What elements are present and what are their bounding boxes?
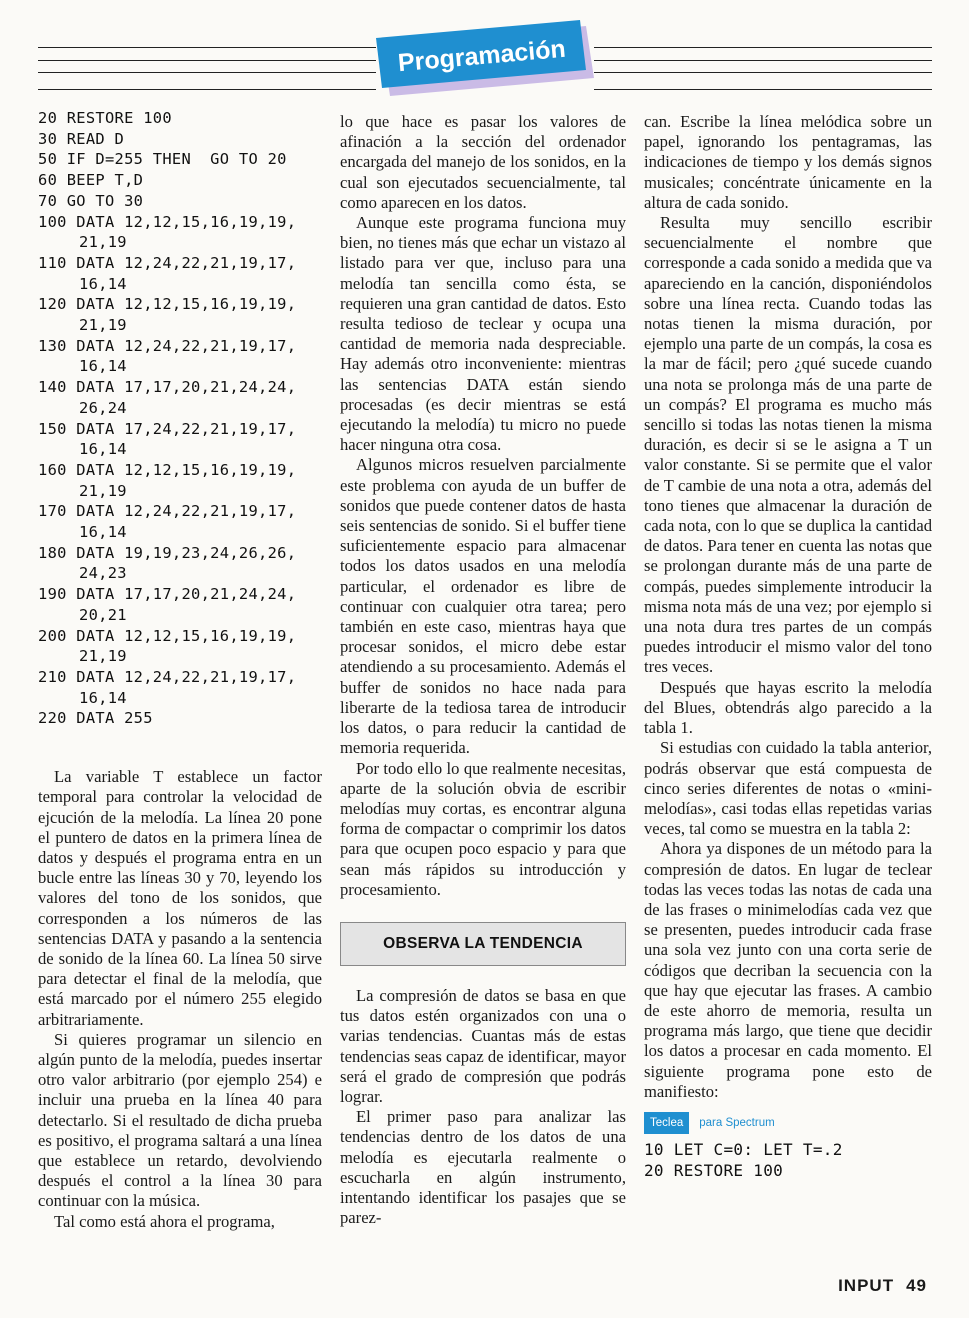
code-line: 210 DATA 12,24,22,21,19,17, [38, 667, 297, 686]
code-line: 50 IF D=255 THEN GO TO 20 [38, 150, 287, 169]
paragraph: Aunque este programa funciona muy bien, no tienes más que echar un vistazo al listado para ver que, incluso para una melodía tan sencilla como ésta, se requieren una gran cantidad de datos. Esto resulta tedioso de teclear y ocupa una cantidad de memoria nada despreciable. Hay además otro inconveniente: mientras las sentencias DATA están siendo procesadas (es decir mientras se está ejecutando la melodía) tu micro no puede hacer ninguna otra cosa. [340, 213, 626, 455]
paragraph: Ahora ya dispones de un método para la compresión de datos. En lugar de teclear todas las veces todas las notas de cada una de las frases o minimelodías cada vez que se presenten, puedes introducir cada frase una sola vez junto con una corta serie de códigos que decriban la secuencia con la que hay que ejecutar las frases. A cambio de este ahorro de memoria, resulta un programa más largo, que tiene que decidir los datos a procesar en cada momento. El siguiente programa pone esto de manifiesto: [644, 839, 932, 1101]
code-line: 30 READ D [38, 129, 125, 148]
code-line: 130 DATA 12,24,22,21,19,17, [38, 336, 297, 355]
code-line-continuation: 21,19 [79, 316, 127, 335]
paragraph: La variable T establece un factor temporal para controlar la velocidad de ejcución de la melodía. La línea 20 pone el puntero de datos en la primera línea de datos y después el programa entra en un bucle entre las líneas 30 y 70, leyendo los valores del tono de los sonidos, que corresponden a los números de las sentencias DATA y pasando a la sentencia de sonido de la línea 60. La línea 50 sirve para detectar el final de la melodía, que está marcado por el número 255 elegido arbitrariamente. [38, 767, 322, 1029]
code-line: 120 DATA 12,12,15,16,19,19, [38, 295, 297, 314]
section-header-tag [372, 18, 594, 96]
code-line: 20 RESTORE 100 [38, 109, 172, 127]
code-line-continuation: 21,19 [79, 481, 127, 500]
platform-label: para Spectrum [699, 1116, 775, 1129]
column-3-text [644, 112, 932, 1102]
paragraph: Después que hayas escrito la melodía del Blues, obtendrás algo parecido a la tabla 1. [644, 677, 932, 738]
column-2-text [340, 112, 626, 900]
code-line-continuation: 20,21 [79, 605, 127, 624]
code-line: 140 DATA 17,17,20,21,24,24, [38, 378, 297, 397]
header-rule-right-3 [594, 72, 932, 73]
code-line: 160 DATA 12,12,15,16,19,19, [38, 460, 297, 479]
code-line: 20 RESTORE 100 [644, 1160, 784, 1180]
code-line-continuation: 21,19 [79, 647, 127, 666]
paragraph: Por todo ello lo que realmente necesitas, aparte de la solución obvia de escribir melodías muy cortas, es encontrar alguna forma de compactar o comprimir los datos para que ocupen poco espacio y para que sean más rápidos su introducción y procesamiento. [340, 758, 626, 899]
code-line-continuation: 21,19 [79, 233, 127, 252]
column-1 [38, 108, 322, 1232]
paragraph: can. Escribe la línea melódica sobre un papel, ignorando los pentagramas, las indicaciones de tiempo y los demás signos musicales; concéntrate únicamente en la altura de cada sonido. [644, 112, 932, 212]
code-line: 10 LET C=0: LET T=.2 [644, 1139, 843, 1159]
code-line: 60 BEEP T,D [38, 171, 144, 190]
paragraph: Tal como está ahora el programa, [54, 1211, 275, 1231]
header-rule-right-4 [594, 89, 932, 90]
code-line-continuation: 16,14 [79, 357, 127, 376]
paragraph: Si quieres programar un silencio en algún punto de la melodía, puedes insertar otro valor arbitrario (por ejemplo 254) e incluir una prueba en la línea 40 para detectarlo. Si el resultado de dicha prueba es positivo, el programa saltará a una línea que establece un retardo, devolviendo después el control a la línea 30 para continuar con la música. [38, 1029, 322, 1211]
code-line: 100 DATA 12,12,15,16,19,19, [38, 212, 297, 231]
header-rule-right-1 [594, 47, 932, 48]
code-line-continuation: 16,14 [79, 688, 127, 707]
header-rule-left-2 [38, 60, 376, 61]
code-line: 150 DATA 17,24,22,21,19,17, [38, 419, 297, 438]
code-line: 110 DATA 12,24,22,21,19,17, [38, 253, 297, 272]
code-line-continuation: 24,23 [79, 564, 127, 583]
code-line: 190 DATA 17,17,20,21,24,24, [38, 585, 297, 604]
code-line: 70 GO TO 30 [38, 191, 144, 210]
code-line-continuation: 16,14 [79, 440, 127, 459]
paragraph: Si estudias con cuidado la tabla anterior, podrás observar que está compuesta de cinco series diferentes de notas o «mini-melodías», casi todas ellas repetidas varias veces, tal como se muestra en la tabla 2: [644, 738, 932, 839]
paragraph: Resulta muy sencillo escribir secuencialmente el nombre que corresponde a cada sonido a medida que va apareciendo en la canción, disponiéndolos sobre una línea recta. Cuando todas las notas tienen la misma duración, por ejemplo una parte de un compás, la cosa es la mar de fácil; pero ¿qué sucede cuando una nota se prolonga más de una parte de un compás? El programa es mucho más sencillo si todas las notas tienen la misma duración, es decir si se le asigna a T un valor constante. Si se permite que el valor de T cambie de una nota a otra, además del tono tienes que almacenar la duración de cada nota, con lo que se duplica la cantidad de datos. Para tener en cuenta las notas que se prolongan durante más de una parte de compás, puedes simplemente introducir la misma nota más de una vez; por ejemplo si una nota dura tres partes de un compás puedes introducir el mismo valor del tono tres veces. [644, 213, 932, 677]
header-rule-left-3 [38, 72, 376, 73]
code-line-continuation: 16,14 [79, 523, 127, 542]
code-listing-2 [644, 1140, 932, 1181]
section-box-title: OBSERVA LA TENDENCIA [383, 934, 583, 952]
code-line: 180 DATA 19,19,23,24,26,26, [38, 543, 297, 562]
header-rule-right-2 [594, 60, 932, 61]
column-1-text [38, 767, 322, 1232]
section-box [340, 922, 626, 966]
paragraph: Algunos micros resuelven parcialmente este problema con ayuda de un buffer de sonidos que puede contener datos de hasta seis sentencias de sonido. Si el buffer tiene suficientemente espacio para almacenar todos los datos usados en una melodía particular, el ordenador es libre de continuar con cualquier otra tarea; pero también en este caso, mientras haya que procesar sonidos, el micro debe estar atendiendo a su procesamiento. Además el buffer de sonidos no hace nada para liberarte de la tediosa tarea de introducir los datos, o para reducir la cantidad de memoria requerida. [340, 455, 626, 758]
footer-brand: INPUT [838, 1276, 895, 1295]
page-number: 49 [906, 1276, 927, 1295]
type-tag: Teclea [644, 1112, 689, 1134]
code-line: 220 DATA 255 [38, 709, 153, 728]
page-footer [838, 1276, 927, 1296]
code-line: 200 DATA 12,12,15,16,19,19, [38, 626, 297, 645]
code-line-continuation: 16,14 [79, 274, 127, 293]
paragraph: El primer paso para analizar las tendencias dentro de los datos de una melodía es ejecutarla realmente o escucharla en algún instrumento, intentando identificar los pasajes que se parez- [340, 1107, 626, 1228]
section-header-title: Programación [396, 34, 567, 78]
column-2 [340, 108, 626, 1228]
program-tag-row [644, 1112, 932, 1134]
header-rule-left-4 [38, 89, 376, 90]
code-listing [38, 108, 322, 729]
header-rule-left-1 [38, 47, 376, 48]
paragraph: lo que hace es pasar los valores de afinación a la sección del ordenador encargada del manejo de los sonidos, en la cual son ejecutados secuencialmente, tal como aparecen en los datos. [340, 112, 626, 212]
column-3 [644, 108, 932, 1181]
paragraph: La compresión de datos se basa en que tus datos estén organizados con una o varias tendencias. Cuantas más de estas tendencias seas capaz de identificar, mayor será el grado de compresión que podrás lograr. [340, 985, 626, 1106]
code-line: 170 DATA 12,24,22,21,19,17, [38, 502, 297, 521]
column-2-text-b [340, 986, 626, 1228]
code-line-continuation: 26,24 [79, 398, 127, 417]
